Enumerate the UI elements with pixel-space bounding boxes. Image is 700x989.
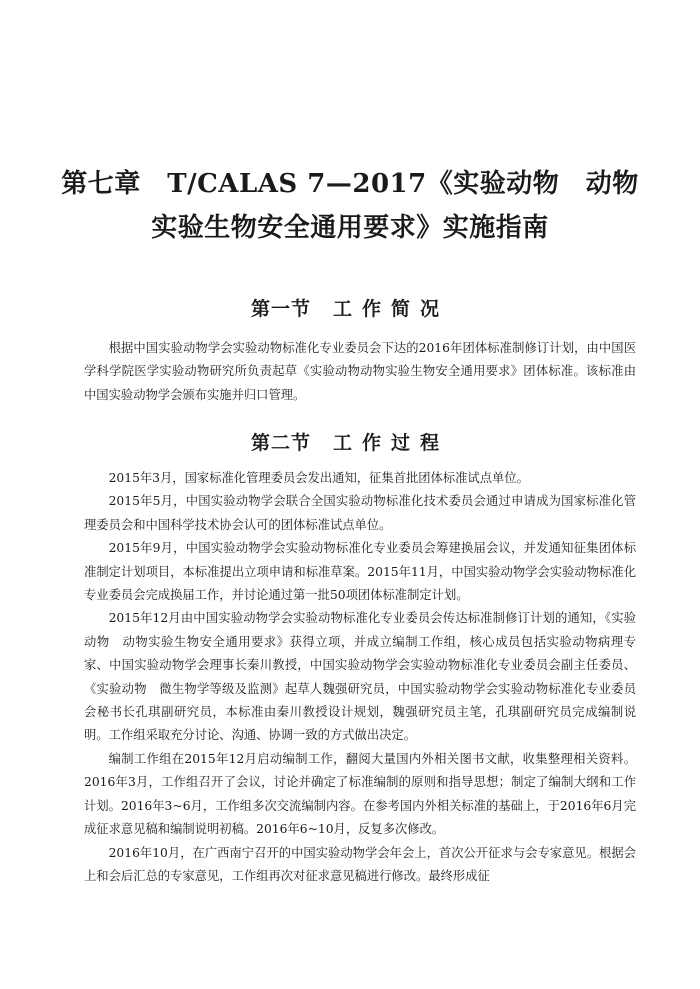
section-1-heading (0, 294, 700, 321)
paragraph: 根据中国实验动物学会实验动物标准化专业委员会下达的2016年团体标准制修订计划，由中国医学科学院医学实验动物研究所负责起草《实验动物动物实验生物安全通用要求》团体标准。该标准由中国实验动物学会颁布实施并归口管理。 (84, 341, 636, 402)
chapter-title-line-1: 第七章 T/CALAS 7—2017《实验动物 动物 (61, 169, 639, 199)
section-number: 第一节 (250, 298, 311, 320)
section-1-body (84, 337, 636, 407)
section-number: 第二节 (250, 432, 311, 454)
paragraph: 2016年10月，在广西南宁召开的中国实验动物学会年会上，首次公开征求与会专家意见。根据会上和会后汇总的专家意见，工作组再次对征求意见稿进行修改。最终形成征 (84, 845, 636, 883)
paragraph: 2015年12月由中国实验动物学会实验动物标准化专业委员会传达标准制修订计划的通知，《实验动物 动物实验生物安全通用要求》获得立项，并成立编制工作组，核心成员包括实验动物病理专家、中国实验动物学会理事长秦川教授，中国实验动物学会实验动物标准化专业委员会副主任委员、《实验动物 微生物学等级及监测》起草人魏强研究员，中国实验动物学会实验动物标准化专业委员会秘书长孔琪副研究员，本标准由秦川教授设计规划，魏强研究员主笔，孔琪副研究员完成编制说明。工作组采取充分讨论、沟通、协调一致的方式做出决定。 (84, 611, 636, 743)
chapter-title-line-2: 实验生物安全通用要求》实施指南 (151, 213, 549, 243)
paragraph: 2015年9月，中国实验动物学会实验动物标准化专业委员会筹建换届会议，并发通知征集团体标准制定计划项目，本标准提出立项申请和标准草案。2015年11月，中国实验动物学会实验动物标准化专业委员会完成换届工作，并讨论通过第一批50项团体标准制定计划。 (84, 541, 636, 603)
section-2-body (84, 467, 636, 888)
section-name: 工作过程 (333, 432, 450, 454)
paragraph: 编制工作组在2015年12月启动编制工作，翻阅大量国内外相关图书文献，收集整理相关资料。2016年3月，工作组召开了会议，讨论并确定了标准编制的原则和指导思想；制定了编制大纲和工作计划。2016年3~6月，工作组多次交流编制内容。在参考国内外相关标准的基础上，于2016年6月完成征求意见稿和编制说明初稿。2016年6~10月，反复多次修改。 (84, 751, 636, 837)
section-name: 工作简况 (333, 298, 450, 320)
paragraph: 2015年3月，国家标准化管理委员会发出通知，征集首批团体标准试点单位。 (108, 471, 529, 485)
paragraph: 2015年5月，中国实验动物学会联合全国实验动物标准化技术委员会通过申请成为国家标准化管理委员会和中国科学技术协会认可的团体标准试点单位。 (84, 494, 636, 532)
section-2-heading (0, 428, 700, 455)
chapter-title (60, 162, 640, 250)
